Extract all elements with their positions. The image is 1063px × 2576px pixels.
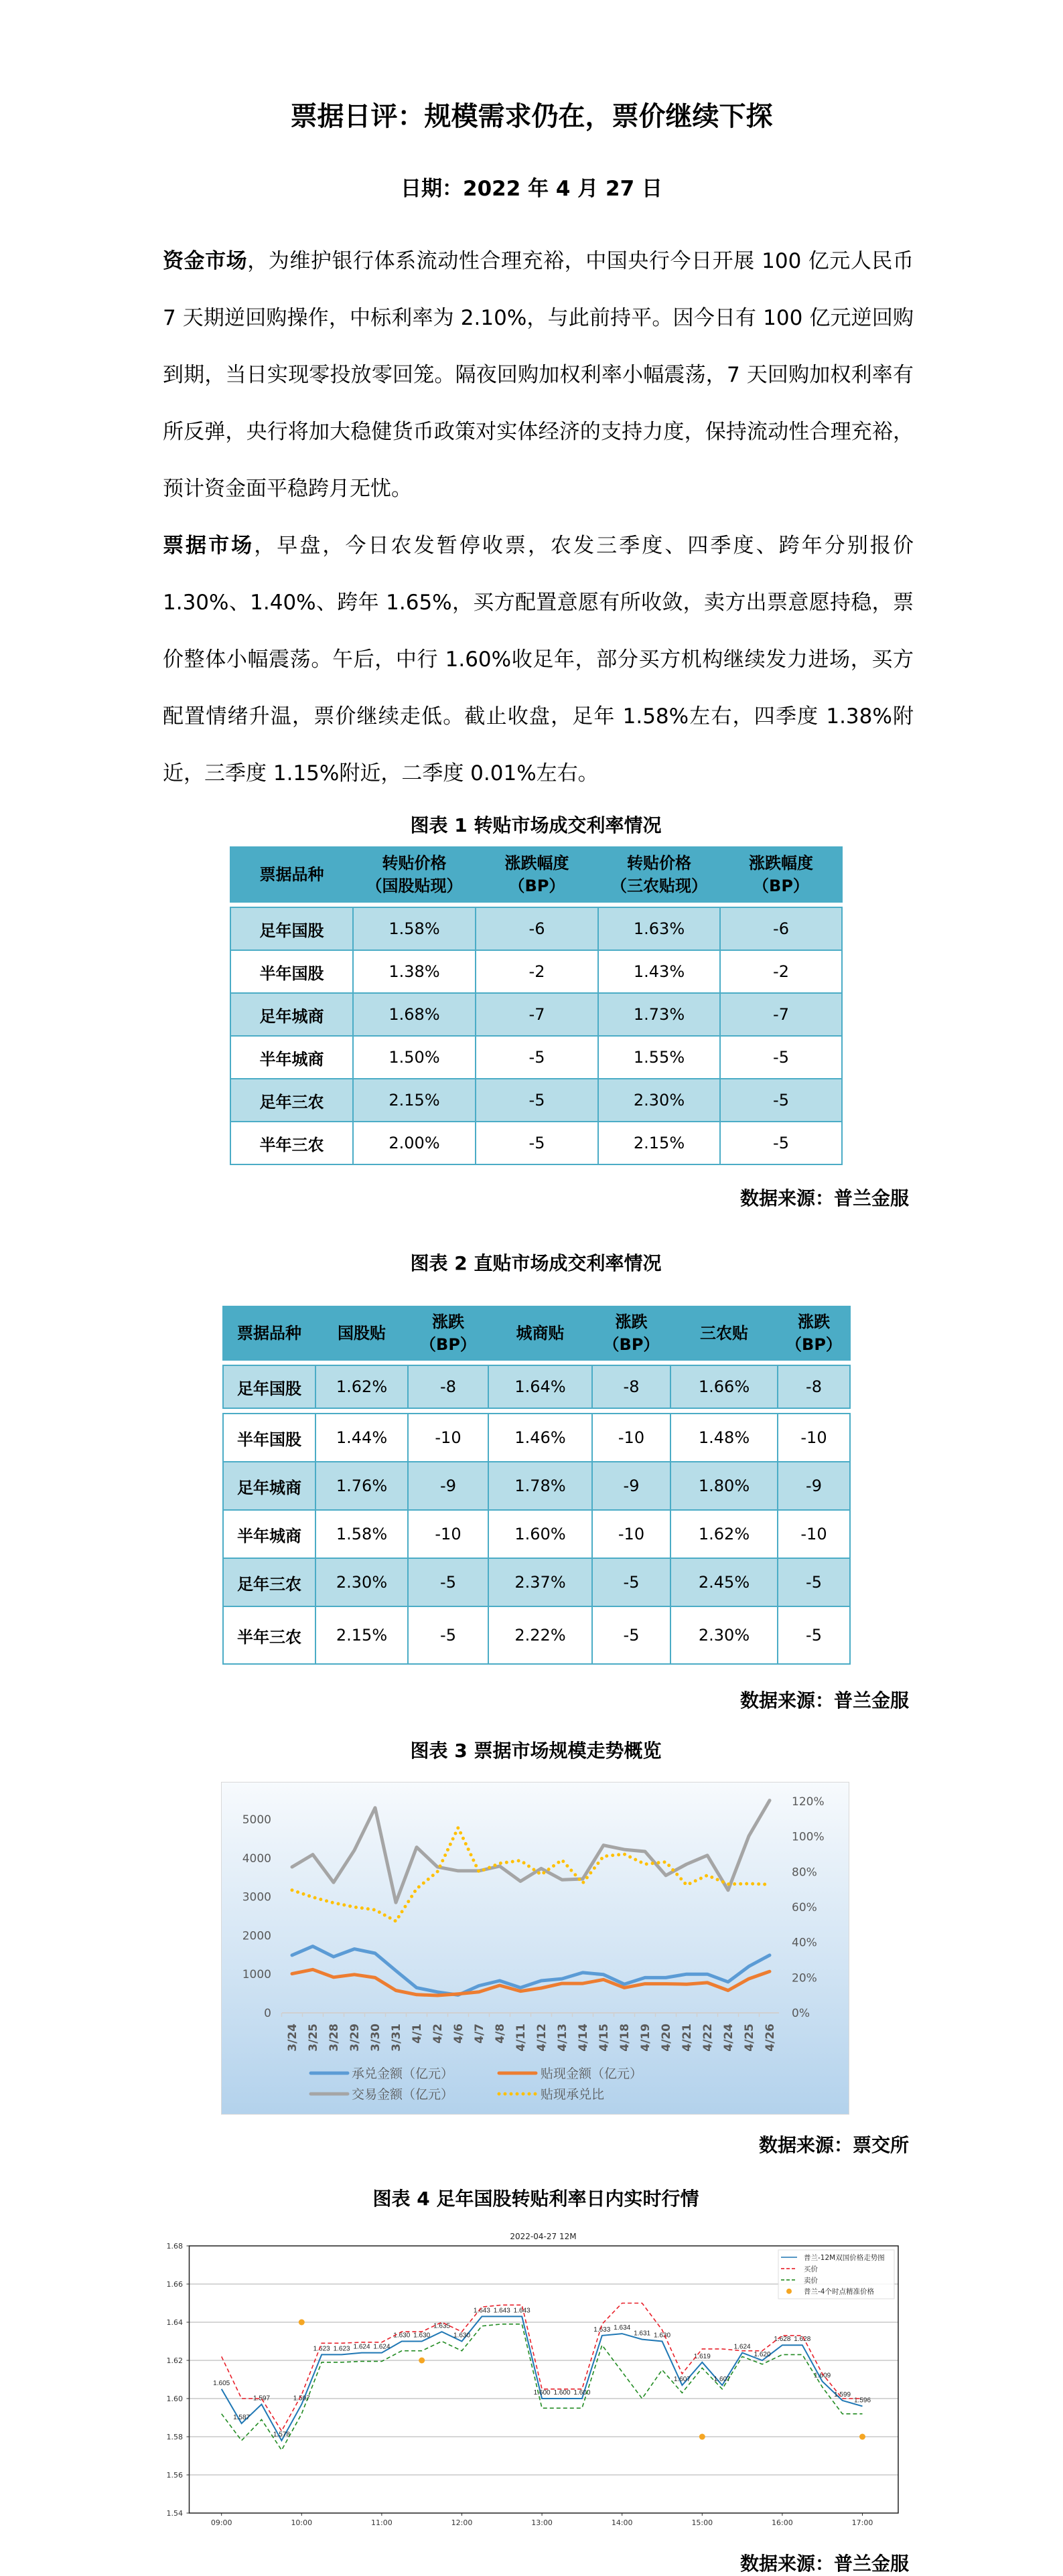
legend-label: 贴现金额（亿元） <box>541 2066 643 2081</box>
intraday-rate-chart <box>152 2223 904 2538</box>
x-tick-label: 4/21 <box>681 2024 694 2052</box>
table-cell: -2 <box>720 950 842 993</box>
x-tick-label: 4/2 <box>431 2024 445 2044</box>
table-cell: -5 <box>592 1606 670 1664</box>
x-tick-label: 3/29 <box>348 2024 362 2052</box>
table-cell: -9 <box>778 1462 850 1510</box>
x-tick-label: 3/31 <box>390 2024 403 2052</box>
data-label: 1.624 <box>733 2343 751 2351</box>
data-label: 1.623 <box>333 2345 350 2353</box>
row-label: 足年三农 <box>223 1558 315 1606</box>
table-cell: -8 <box>408 1365 488 1408</box>
table-cell: 2.15% <box>353 1079 476 1122</box>
table-cell: -5 <box>476 1036 598 1079</box>
data-label: 1.607 <box>673 2376 691 2384</box>
y-right-tick-label: 120% <box>792 1795 825 1809</box>
data-label: 1.633 <box>593 2326 611 2334</box>
table-cell: -9 <box>592 1462 670 1510</box>
column-header-line: （BP） <box>753 877 809 895</box>
row-label: 半年城商 <box>223 1510 315 1558</box>
table-cell: -10 <box>592 1510 670 1558</box>
report-date: 日期：2022 年 4 月 27 日 <box>401 177 662 201</box>
data-label: 1.597 <box>293 2395 310 2403</box>
data-label: 1.600 <box>553 2389 571 2397</box>
table-cell: 1.76% <box>315 1462 408 1510</box>
x-tick-label: 4/6 <box>452 2024 466 2044</box>
table-cell: 1.66% <box>670 1365 778 1408</box>
table1-caption: 图表 1 转贴市场成交利率情况 <box>410 814 662 836</box>
x-tick-label: 12:00 <box>451 2518 473 2527</box>
x-tick-label: 3/30 <box>369 2024 382 2052</box>
table-cell: 1.68% <box>353 993 476 1036</box>
table-cell: 1.73% <box>598 993 720 1036</box>
table-cell: 1.80% <box>670 1462 778 1510</box>
legend-label: 卖价 <box>804 2276 818 2285</box>
table-cell: 1.64% <box>488 1365 592 1408</box>
x-tick-label: 4/1 <box>411 2024 424 2044</box>
column-header-line: （国股贴现） <box>366 877 463 895</box>
table-cell: 1.62% <box>315 1365 408 1408</box>
table-cell: 1.62% <box>670 1510 778 1558</box>
column-header-line: 国股贴 <box>338 1324 386 1343</box>
y-left-tick-label: 0 <box>264 2007 271 2020</box>
table-cell: 2.00% <box>353 1122 476 1164</box>
table-cell: -5 <box>476 1122 598 1164</box>
y-tick-label: 1.58 <box>166 2433 183 2441</box>
column-header-line: 票据品种 <box>259 865 324 884</box>
table-cell: -7 <box>476 993 598 1036</box>
data-label: 1.607 <box>713 2376 731 2384</box>
legend-label: 承兑金额（亿元） <box>352 2066 454 2081</box>
legend-label: 贴现承兑比 <box>541 2087 605 2102</box>
table-cell: -9 <box>408 1462 488 1510</box>
table-cell: 2.30% <box>670 1606 778 1664</box>
legend-label: 买价 <box>804 2265 818 2273</box>
x-tick-label: 16:00 <box>772 2518 793 2527</box>
paragraph-bill-market <box>163 518 914 802</box>
table-cell: -5 <box>408 1558 488 1606</box>
table-row <box>230 1079 842 1122</box>
data-label: 1.634 <box>614 2324 631 2332</box>
y-left-tick-label: 1000 <box>242 1968 271 1982</box>
table-row <box>223 1414 850 1462</box>
table-cell: 1.48% <box>670 1414 778 1462</box>
data-label: 1.630 <box>653 2332 671 2340</box>
y-tick-label: 1.60 <box>166 2395 183 2403</box>
x-tick-label: 4/12 <box>535 2024 549 2052</box>
x-tick-label: 13:00 <box>531 2518 553 2527</box>
chart3-caption: 图表 3 票据市场规模走势概览 <box>410 1740 662 1762</box>
row-label: 足年国股 <box>223 1365 315 1408</box>
data-label: 1.605 <box>213 2379 230 2387</box>
table-cell: -5 <box>408 1606 488 1664</box>
y-tick-label: 1.56 <box>166 2471 183 2480</box>
data-label: 1.599 <box>834 2391 851 2399</box>
chart4-caption: 图表 4 足年国股转贴利率日内实时行情 <box>372 2188 699 2210</box>
x-tick-label: 4/14 <box>577 2024 590 2052</box>
table-row <box>223 1462 850 1510</box>
table-cell: 1.44% <box>315 1414 408 1462</box>
table-cell: -6 <box>476 907 598 950</box>
direct-discount-rate-table <box>222 1306 851 1665</box>
column-header-line: 涨跌 <box>798 1312 830 1331</box>
table-row <box>230 950 842 993</box>
x-tick-label: 09:00 <box>210 2518 232 2527</box>
data-label: 1.597 <box>253 2395 271 2403</box>
x-tick-label: 4/25 <box>743 2024 756 2052</box>
x-tick-label: 4/26 <box>764 2024 777 2052</box>
data-label: 1.643 <box>493 2307 510 2315</box>
x-tick-label: 17:00 <box>851 2518 873 2527</box>
column-header <box>353 847 476 902</box>
row-label: 半年三农 <box>230 1122 353 1164</box>
column-header-line: 涨跌 <box>615 1312 648 1331</box>
table-row <box>230 907 842 950</box>
x-tick-label: 4/22 <box>701 2024 715 2052</box>
data-label: 1.635 <box>433 2322 451 2330</box>
y-tick-label: 1.54 <box>166 2509 183 2518</box>
y-right-tick-label: 40% <box>792 1936 817 1950</box>
table-row <box>230 1122 842 1164</box>
table2-source: 数据来源：普兰金服 <box>739 1689 909 1712</box>
column-header-line: 票据品种 <box>237 1324 301 1343</box>
y-right-tick-label: 20% <box>792 1971 817 1985</box>
column-header <box>315 1306 408 1360</box>
data-label: 1.630 <box>413 2332 431 2340</box>
table-cell: 2.45% <box>670 1558 778 1606</box>
column-header-line: 城商贴 <box>516 1324 565 1343</box>
y-tick-label: 1.62 <box>166 2356 183 2365</box>
data-label: 1.600 <box>533 2389 551 2397</box>
column-header-line: （BP） <box>603 1335 660 1354</box>
table-cell: -10 <box>592 1414 670 1462</box>
x-tick-label: 14:00 <box>611 2518 633 2527</box>
legend-label: 普兰-12M双国价格走势图 <box>804 2254 885 2262</box>
price-marker <box>859 2434 865 2440</box>
table-cell: -7 <box>720 993 842 1036</box>
table-cell: -5 <box>720 1079 842 1122</box>
x-tick-label: 15:00 <box>691 2518 713 2527</box>
data-label: 1.630 <box>393 2332 411 2340</box>
table-cell: -10 <box>778 1414 850 1462</box>
table-header-row <box>230 847 842 902</box>
data-label: 1.600 <box>573 2389 591 2397</box>
column-header <box>592 1306 670 1360</box>
data-label: 1.628 <box>794 2336 811 2344</box>
table-cell: -8 <box>778 1365 850 1408</box>
chart3-source: 数据来源：票交所 <box>758 2134 909 2156</box>
x-tick-label: 4/18 <box>618 2024 632 2052</box>
paragraph-money-market <box>163 233 914 518</box>
table-row <box>230 993 842 1036</box>
x-tick-label: 4/7 <box>473 2024 486 2044</box>
table-cell: 2.15% <box>315 1606 408 1664</box>
x-tick-label: 4/24 <box>722 2024 735 2052</box>
x-tick-label: 11:00 <box>371 2518 393 2527</box>
data-label: 1.628 <box>774 2336 791 2344</box>
table2-caption: 图表 2 直贴市场成交利率情况 <box>410 1252 662 1274</box>
row-label: 足年城商 <box>230 993 353 1036</box>
data-label: 1.623 <box>313 2345 330 2353</box>
rediscount-rate-table <box>230 846 843 1165</box>
table-cell: 2.15% <box>598 1122 720 1164</box>
table-cell: 1.58% <box>353 907 476 950</box>
legend-swatch <box>786 2289 792 2294</box>
table-cell: 2.37% <box>488 1558 592 1606</box>
table-cell: 2.22% <box>488 1606 592 1664</box>
column-header-line: 三农贴 <box>700 1324 748 1343</box>
data-label: 1.619 <box>693 2352 711 2360</box>
table-cell: 2.30% <box>315 1558 408 1606</box>
y-right-tick-label: 0% <box>792 2007 810 2020</box>
y-tick-label: 1.64 <box>166 2318 183 2327</box>
column-header <box>670 1306 778 1360</box>
y-left-tick-label: 4000 <box>242 1851 271 1866</box>
column-header <box>408 1306 488 1360</box>
x-tick-label: 4/19 <box>639 2024 652 2052</box>
paragraph-lead: 票据市场 <box>163 534 255 558</box>
column-header <box>488 1306 592 1360</box>
chart4-source: 数据来源：普兰金服 <box>739 2553 909 2575</box>
y-right-tick-label: 80% <box>792 1866 817 1880</box>
table-cell: 1.63% <box>598 907 720 950</box>
column-header-line: （BP） <box>786 1335 842 1354</box>
table-row <box>223 1510 850 1558</box>
x-tick-label: 4/20 <box>660 2024 673 2052</box>
row-label: 半年三农 <box>223 1606 315 1664</box>
table-cell: -5 <box>720 1122 842 1164</box>
column-header-line: 转贴价格 <box>382 854 447 873</box>
price-marker <box>419 2358 425 2364</box>
column-header-line: （BP） <box>508 877 565 895</box>
y-right-tick-label: 60% <box>792 1901 817 1914</box>
x-tick-label: 3/25 <box>307 2024 320 2052</box>
y-left-tick-label: 5000 <box>242 1813 271 1827</box>
x-tick-label: 4/8 <box>494 2024 507 2044</box>
y-right-tick-label: 100% <box>792 1830 825 1844</box>
column-header-line: （三农贴现） <box>611 877 707 895</box>
table-cell: -5 <box>720 1036 842 1079</box>
y-tick-label: 1.68 <box>166 2242 183 2251</box>
row-label: 足年国股 <box>230 907 353 950</box>
data-label: 1.596 <box>853 2397 871 2405</box>
legend-label: 交易金额（亿元） <box>352 2087 454 2102</box>
y-tick-label: 1.66 <box>166 2280 183 2289</box>
table-cell: -5 <box>592 1558 670 1606</box>
table-cell: -6 <box>720 907 842 950</box>
column-header <box>598 847 720 902</box>
data-label: 1.578 <box>273 2431 290 2439</box>
table-row <box>230 1036 842 1079</box>
column-header <box>778 1306 850 1360</box>
table-cell: 1.78% <box>488 1462 592 1510</box>
table-row <box>223 1558 850 1606</box>
column-header-line: 涨跌 <box>432 1312 464 1331</box>
table-row <box>223 1365 850 1408</box>
data-label: 1.624 <box>373 2343 391 2351</box>
x-tick-label: 3/28 <box>328 2024 341 2052</box>
paragraph-body: ，早盘，今日农发暂停收票，农发三季度、四季度、跨年分别报价 1.30%、1.40%、跨年 1.65%，买方配置意愿有所收敛，卖方出票意愿持稳，票价整体小幅震荡。午后，中行 1.60%收足年，部分买方机构继续发力进场，买方配置情绪升温，票价继续走低。截止收盘，足年 1.58%左右，四季度 1.38%附近，三季度 1.15%附近，二季度 0.01%左右。 <box>163 534 914 785</box>
table-cell: 1.38% <box>353 950 476 993</box>
price-marker <box>299 2320 305 2326</box>
row-label: 半年国股 <box>230 950 353 993</box>
x-tick-label: 4/13 <box>556 2024 569 2052</box>
paragraph-lead: 资金市场 <box>163 249 248 273</box>
table-cell: -8 <box>592 1365 670 1408</box>
data-label: 1.631 <box>634 2330 651 2338</box>
x-tick-label: 4/11 <box>514 2024 528 2052</box>
table-cell: -2 <box>476 950 598 993</box>
paragraph-body: ，为维护银行体系流动性合理充裕，中国央行今日开展 100 亿元人民币 7 天期逆回购操作，中标利率为 2.10%，与此前持平。因今日有 100 亿元逆回购到期，当日实现零投放零回笼。隔夜回购加权利率小幅震荡，7 天回购加权利率有所反弹，央行将加大稳健货币政策对实体经济的支持力度，保持流动性合理充裕，预计资金面平稳跨月无忧。 <box>163 249 914 501</box>
table-cell: 1.55% <box>598 1036 720 1079</box>
y-left-tick-label: 2000 <box>242 1929 271 1943</box>
legend-label: 普兰-4个时点精准价格 <box>804 2287 874 2296</box>
page-title: 票据日评：规模需求仍在，票价继续下探 <box>290 101 773 132</box>
column-header <box>720 847 842 902</box>
x-tick-label: 4/15 <box>597 2024 611 2052</box>
row-label: 足年城商 <box>223 1462 315 1510</box>
data-label: 1.643 <box>473 2307 490 2315</box>
table-cell: -5 <box>476 1079 598 1122</box>
data-label: 1.643 <box>513 2307 530 2315</box>
column-header-line: 涨跌幅度 <box>749 854 813 873</box>
column-header <box>223 1306 315 1360</box>
table-cell: 1.60% <box>488 1510 592 1558</box>
row-label: 半年城商 <box>230 1036 353 1079</box>
data-label: 1.587 <box>233 2414 251 2422</box>
table-cell: 2.30% <box>598 1079 720 1122</box>
column-header-line: （BP） <box>420 1335 476 1354</box>
table-cell: -10 <box>778 1510 850 1558</box>
table-header-row <box>223 1306 850 1360</box>
table-cell: -10 <box>408 1414 488 1462</box>
column-header <box>476 847 598 902</box>
data-label: 1.609 <box>814 2372 831 2380</box>
table-cell: -10 <box>408 1510 488 1558</box>
data-label: 1.630 <box>453 2332 471 2340</box>
market-scale-chart <box>221 1782 849 2115</box>
data-label: 1.624 <box>353 2343 370 2351</box>
column-header <box>230 847 353 902</box>
table-cell: 1.43% <box>598 950 720 993</box>
table-row <box>223 1606 850 1664</box>
chart-title: 2022-04-27 12M <box>510 2232 577 2241</box>
table-cell: -5 <box>778 1558 850 1606</box>
y-left-tick-label: 3000 <box>242 1890 271 1904</box>
table-cell: 1.58% <box>315 1510 408 1558</box>
price-marker <box>699 2434 705 2440</box>
table1-source: 数据来源：普兰金服 <box>739 1187 909 1209</box>
x-tick-label: 10:00 <box>291 2518 313 2527</box>
table-cell: 1.50% <box>353 1036 476 1079</box>
table-cell: -5 <box>778 1606 850 1664</box>
column-header-line: 涨跌幅度 <box>504 854 569 873</box>
row-label: 半年国股 <box>223 1414 315 1462</box>
table-cell: 1.46% <box>488 1414 592 1462</box>
column-header-line: 转贴价格 <box>627 854 691 873</box>
data-label: 1.620 <box>754 2351 771 2358</box>
row-label: 足年三农 <box>230 1079 353 1122</box>
x-tick-label: 3/24 <box>286 2024 299 2052</box>
